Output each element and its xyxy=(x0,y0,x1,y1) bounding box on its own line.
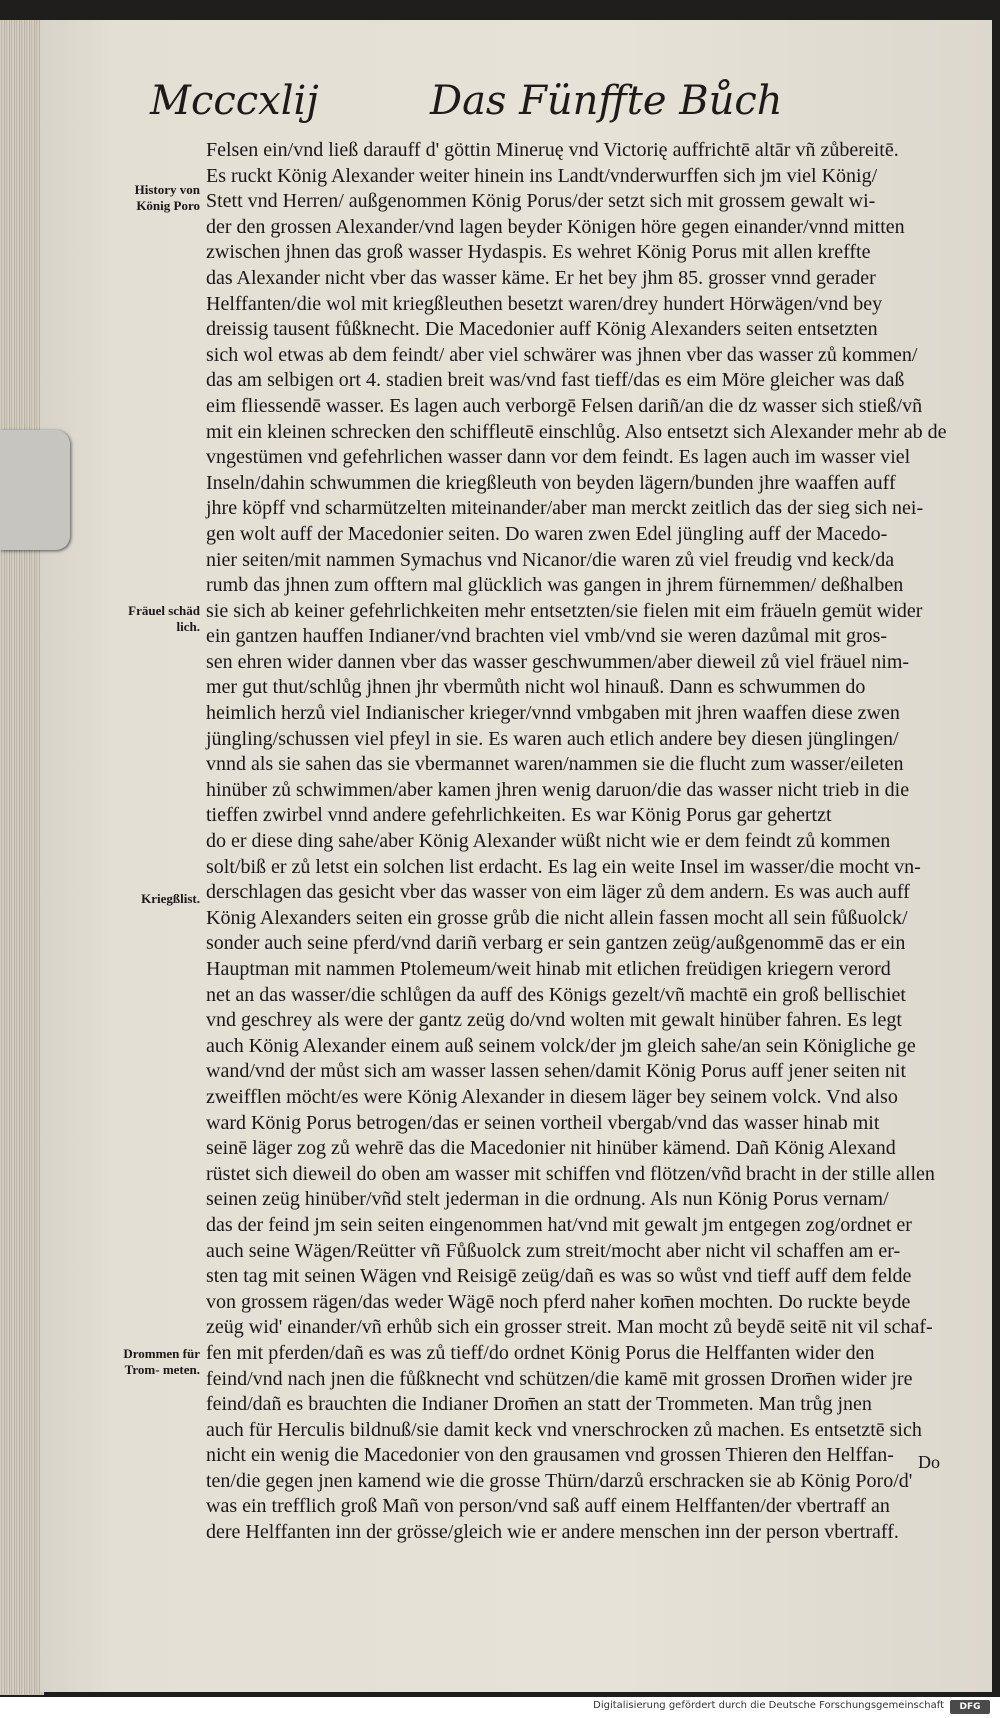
text-line: was ein trefflich groß Mañ von person/vnd saß auff einem Helffanten/der vbertraff an xyxy=(206,1495,890,1518)
text-line: zeüg wid' einander/vñ erhůb sich ein grosser streit. Man mocht zů beydē seitē nit vil schaf- xyxy=(206,1316,933,1339)
text-line: das Alexander nicht vber das wasser käme. Er het bey jhm 85. grosser vnnd gerader xyxy=(206,266,876,289)
text-line: Es ruckt König Alexander weiter hinein ins Landt/vnderwurffen sich jm viel König/ xyxy=(206,164,878,187)
text-line: Felsen ein/vnd ließ darauff d' göttin Mineruę vnd Victorię auffrichtē altār vñ zůbereitē. xyxy=(206,139,899,161)
text-line: derschlagen das gesicht vber das wasser von eim läger zů dem andern. Es was auch auff xyxy=(206,881,910,904)
text-line: heimlich herzů viel Indianischer krieger/vnnd vmbgaben mit jhren waaffen diese zwen xyxy=(206,702,900,725)
text-line: nier seiten/mit nammen Symachus vnd Nicanor/die waren zů viel freudig vnd keck/da xyxy=(206,548,895,571)
text-line: dere Helffanten inn der grösse/gleich wie er andere menschen inn der person vbertraff. xyxy=(206,1521,899,1544)
text-line: jhre köpff vnd scharmützelten miteinander/aber man merckt zeitlich das der sieg sich nei- xyxy=(206,497,924,520)
text-line: do er diese ding sahe/aber König Alexander wüßt nicht wie er dem feindt zů kommen xyxy=(206,830,891,853)
text-line: zwischen jhnen das groß wasser Hydaspis. Es wehret König Porus mit allen kreffte xyxy=(206,241,871,264)
margin-note-kriegslist: Kriegßlist. xyxy=(141,891,200,906)
text-line: eim fliessendē wasser. Es lagen auch verborgē Felsen dariñ/an die dz wasser sich stieß/vñ xyxy=(206,394,923,417)
footer-credit: Digitalisierung gefördert durch die Deutsche Forschungsgemeinschaft xyxy=(593,1700,944,1711)
text-line: sie sich ab keiner gefehrlichkeiten mehr entsetzten/sie fielen mit eim fräueln gemüt wider xyxy=(206,599,923,622)
text-line: sonder auch seine pferd/vnd dariñ verbarg er sein gantzen zeüg/außgenommē das er ein xyxy=(206,932,906,955)
digitization-footer xyxy=(0,1697,1000,1718)
text-line: wand/vnd der můst sich am wasser lassen sehen/damit König Porus auff jener seiten nit xyxy=(206,1060,907,1083)
text-line: zweifflen möcht/es were König Alexander in diesem läger bey seinem volck. Vnd also xyxy=(206,1085,898,1108)
dfg-logo: DFG xyxy=(950,1700,990,1714)
text-line: vnnd als sie sahen das sie vbermannet waren/nammen sie die flucht zum wasser/eileten xyxy=(206,753,904,776)
text-line: von grossem rägen/das weder Wägē noch pferd naher kom̄en mochten. Do ruckte beyde xyxy=(206,1290,911,1313)
text-line: Hauptman mit nammen Ptolemeum/weit hinab mit etlichen freüdigen kriegern verord xyxy=(206,958,891,980)
text-line: fen mit pferden/dañ es was zů tieff/do ordnet König Porus die Helffanten wider den xyxy=(206,1341,875,1364)
text-line: seinē läger zog zů wehrē das die Macedonier nit hinüber kämend. Dañ König Alexand xyxy=(206,1137,896,1160)
text-line: solt/biß er zů letst ein solchen list erdacht. Es lag ein weite Insel im wasser/die mocht vn- xyxy=(206,855,921,878)
text-line: gen wolt auff der Macedonier seiten. Do waren zwen Edel jüngling auff der Macedo- xyxy=(206,522,888,545)
text-line: das der feind jm sein seiten eingenommen hat/vnd mit gewalt jm entgegen zog/ordnet er xyxy=(206,1213,912,1236)
text-line: sten tag mit seinen Wägen vnd Reisigē zeüg/dañ es was so wůst vnd tieff auff dem felde xyxy=(206,1265,912,1288)
text-line: auch seine Wägen/Reütter vñ Fůßuolck zum streit/mocht aber nicht vil schaffen am er- xyxy=(206,1239,901,1262)
text-line: sich wol etwas ab dem feindt/ aber viel schwärer was jhnen vber das wasser zů kommen/ xyxy=(206,343,918,366)
text-line: rüstet sich dieweil do oben am wasser mit schiffen vnd flötzen/vñd bracht in der stille allen xyxy=(206,1162,935,1185)
text-line: vngestümen vnd gefehrlichen wasser dann vor dem feindt. Es lagen auch im wasser viel xyxy=(206,446,911,469)
text-line: ein gantzen hauffen Indianer/vnd brachten viel vmb/vnd sie weren dazůmal mit gros- xyxy=(206,625,888,648)
text-line: auch König Alexander einem auß seinem volck/der jm gleich sahe/an sein Königliche ge xyxy=(206,1034,916,1057)
text-line: nicht ein wenig die Macedonier von den grausamen vnd grossen Thieren den Helffan- xyxy=(206,1444,894,1467)
text-line: ward König Porus betrogen/das er seinen vortheil vbergab/vnd das wasser hinab mit xyxy=(206,1111,880,1134)
text-line: dreissig tausent fůßknecht. Die Macedonier auff König Alexanders seiten entsetzten xyxy=(206,318,878,341)
running-title: Das Fünffte Bůch xyxy=(430,78,783,124)
text-line: seinen zeüg hinüber/vñd stelt jederman in die ordnung. Als nun König Porus vernam/ xyxy=(206,1188,889,1211)
text-line: Inseln/dahin schwummen die kriegßleuth von beyden lägern/bunden jhre waaffen auff xyxy=(206,471,896,494)
folio-number: Mcccxlij xyxy=(150,78,319,124)
catchword: Do xyxy=(918,1452,940,1472)
text-line: hinüber zů schwimmen/aber kamen jhren wenig daruon/die das wasser nicht trieb in die xyxy=(206,778,910,801)
text-line: mer gut thut/schlůg jhnen jhr vbermůth nicht wol hinauß. Dann es schwummen do xyxy=(206,676,866,699)
text-line: feind/vnd nach jnen die fůßknecht vnd schützen/die kamē mit grossen Drom̄en wider jre xyxy=(206,1367,913,1390)
text-line: feind/dañ es brauchten die Indianer Drom̄en an statt der Trommeten. Man trůg jnen xyxy=(206,1393,872,1416)
text-line: König Alexanders seiten ein grosse grůb die nicht allein fassen mocht all sein fůßuolck/ xyxy=(206,906,908,929)
text-line: der den grossen Alexander/vnd lagen beyder Königen höre gegen einander/vnnd mitten xyxy=(206,215,905,238)
text-line: das am selbigen ort 4. stadien breit was/vnd fast tieff/das es eim Möre gleicher was daß xyxy=(206,369,905,392)
bookmark-ribbon xyxy=(0,430,70,550)
text-line: vnd geschrey als were der gantz zeüg do/vnd wolten mit gewalt hinüber fahren. Es legt xyxy=(206,1009,902,1032)
text-line: Stett vnd Herren/ außgenommen König Porus/der setzt sich mit grossem gewalt wi- xyxy=(206,190,876,213)
text-line: tieffen zwirbel vnnd andere gefehrlichkeiten. Es war König Porus gar gehertzt xyxy=(206,804,832,827)
book-page-edges xyxy=(0,20,44,1695)
margin-note-drommen: Drommen für Trom- meten. xyxy=(123,1346,200,1377)
page-body-text xyxy=(206,138,966,1546)
text-line: ten/die gegen jnen kamend wie die grosse Thürn/darzů erschracken sie ab König Poro/d' xyxy=(206,1469,913,1492)
text-line: net an das wasser/die schlůgen da auff des Königs gezelt/vñ machtē ein groß bellischiet xyxy=(206,983,906,1006)
text-line: jüngling/schussen viel pfeyl in sie. Es waren auch etlich andere bey diesen jünglingen/ xyxy=(206,727,899,750)
text-line: auch für Herculis bildnuß/sie damit keck vnd vnerschrocken zů machen. Es entsetztē sich xyxy=(206,1418,922,1441)
page-header xyxy=(150,78,790,138)
margin-note-fraeuel: Fräuel schäd lich. xyxy=(128,603,200,634)
text-line: mit ein kleinen schrecken den schiffleutē einschlůg. Also entsetzt sich Alexander mehr ab de xyxy=(206,420,947,443)
text-line: Helffanten/die wol mit kriegßleuthen besetzt waren/drey hundert Hörwägen/vnd bey xyxy=(206,292,883,315)
margin-note-history: History von König Poro xyxy=(134,182,200,213)
text-line: rumb das jhnen zum offtern mal glücklich was gangen in jhrem fürnemmen/ deßhalben xyxy=(206,574,904,597)
text-line: sen ehren wider dannen vber das wasser geschwummen/aber dieweil zů viel fräuel nim- xyxy=(206,650,910,673)
